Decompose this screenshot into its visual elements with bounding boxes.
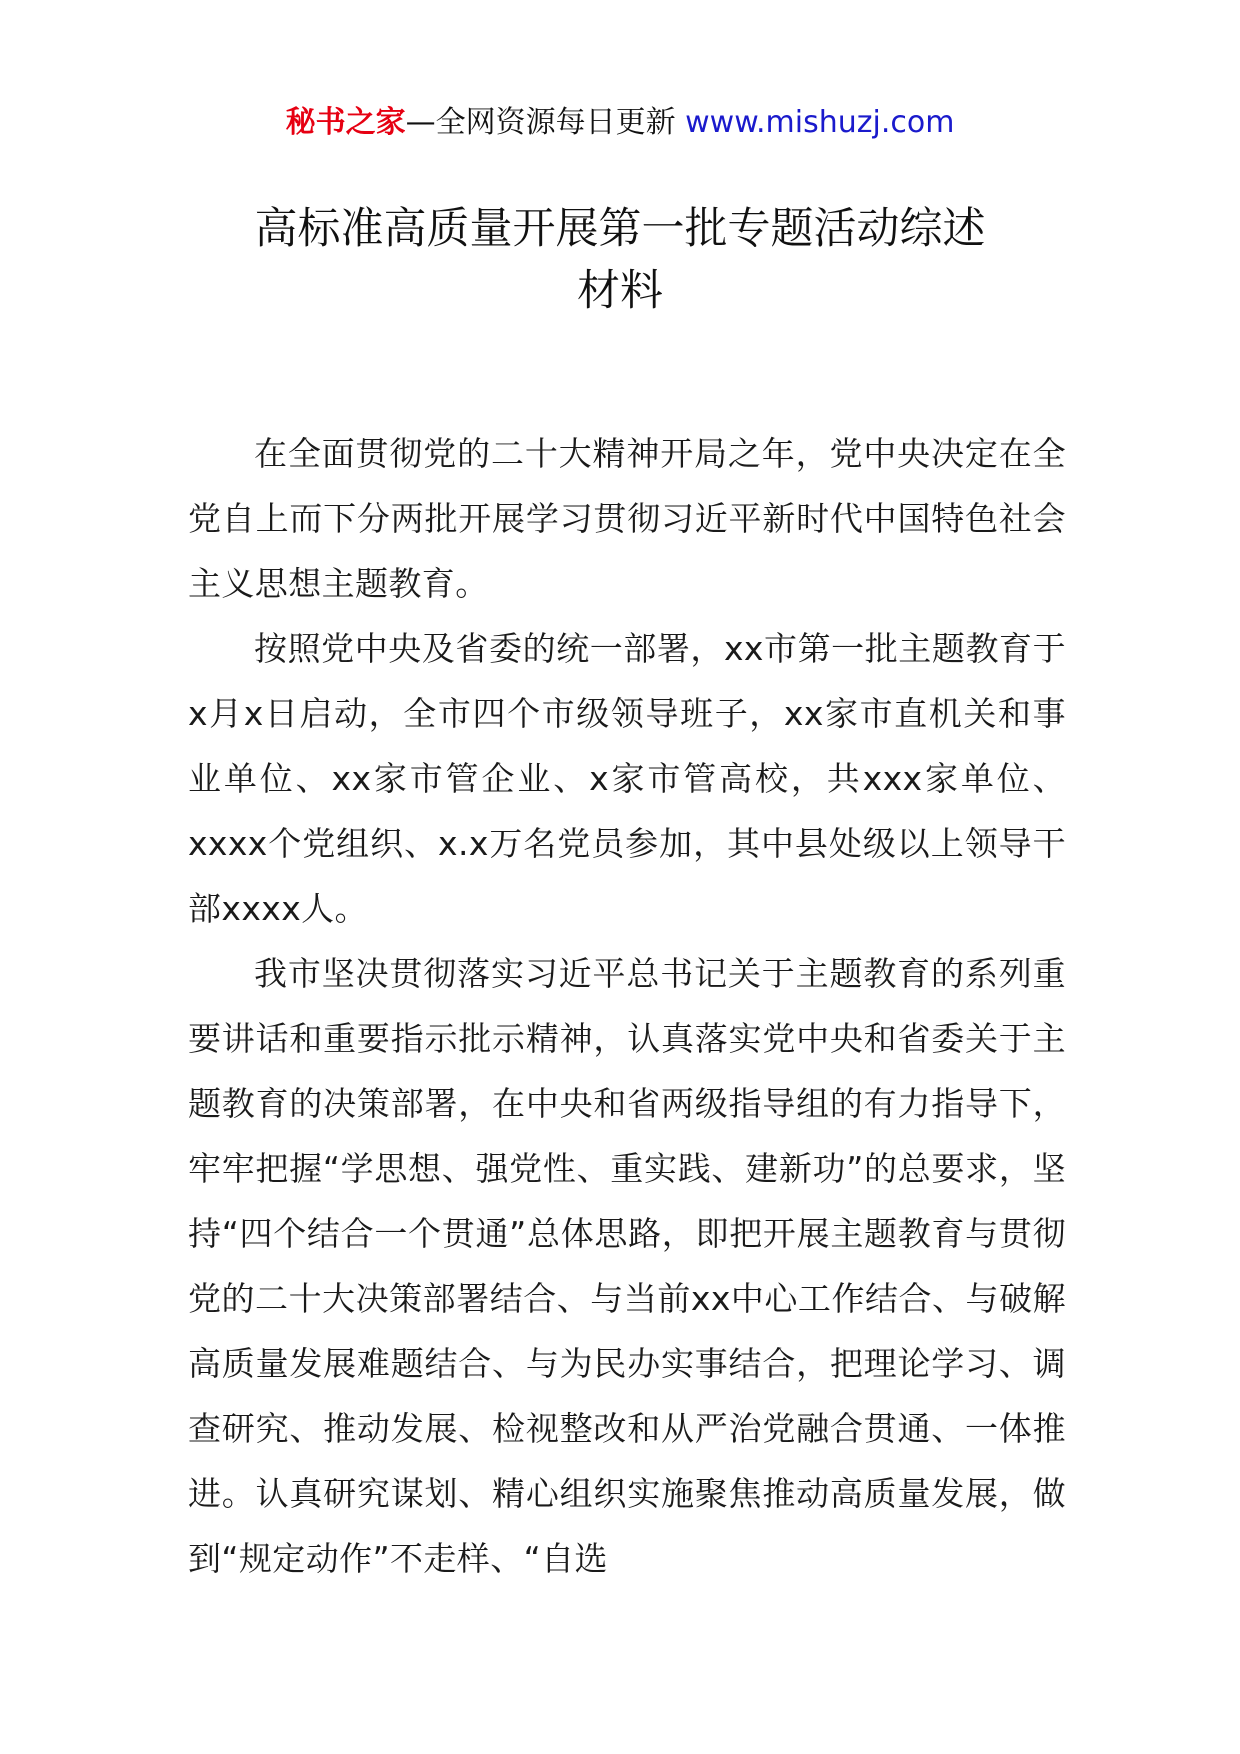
- title-line-1: 高标准高质量开展第一批专题活动综述: [254, 204, 986, 254]
- site-url-link[interactable]: www.mishuzj.com: [685, 105, 955, 140]
- document-body: [188, 421, 1066, 1591]
- document-title: [0, 198, 1240, 322]
- site-tagline: —全网资源每日更新: [405, 105, 686, 140]
- title-line-2: 材料: [577, 266, 663, 316]
- paragraph-3: 我市坚决贯彻落实习近平总书记关于主题教育的系列重要讲话和重要指示批示精神，认真落实党中央和省委关于主题教育的决策部署，在中央和省两级指导组的有力指导下，牢牢把握“学思想、强党性、重实践、建新功”的总要求，坚持“四个结合一个贯通”总体思路，即把开展主题教育与贯彻党的二十大决策部署结合、与当前xx中心工作结合、与破解高质量发展难题结合、与为民办实事结合，把理论学习、调查研究、推动发展、检视整改和从严治党融合贯通、一体推进。认真研究谋划、精心组织实施聚焦推动高质量发展，做到“规定动作”不走样、“自选: [188, 954, 1066, 1578]
- site-header: [0, 98, 1240, 148]
- paragraph-2: 按照党中央及省委的统一部署，xx市第一批主题教育于x月x日启动，全市四个市级领导班子，xx家市直机关和事业单位、xx家市管企业、x家市管高校，共xxx家单位、xxxx个党组织、x.x万名党员参加，其中县处级以上领导干部xxxx人。: [188, 629, 1066, 928]
- paragraph-1: 在全面贯彻党的二十大精神开局之年，党中央决定在全党自上而下分两批开展学习贯彻习近平新时代中国特色社会主义思想主题教育。: [188, 434, 1066, 603]
- site-brand: 秘书之家: [285, 105, 406, 140]
